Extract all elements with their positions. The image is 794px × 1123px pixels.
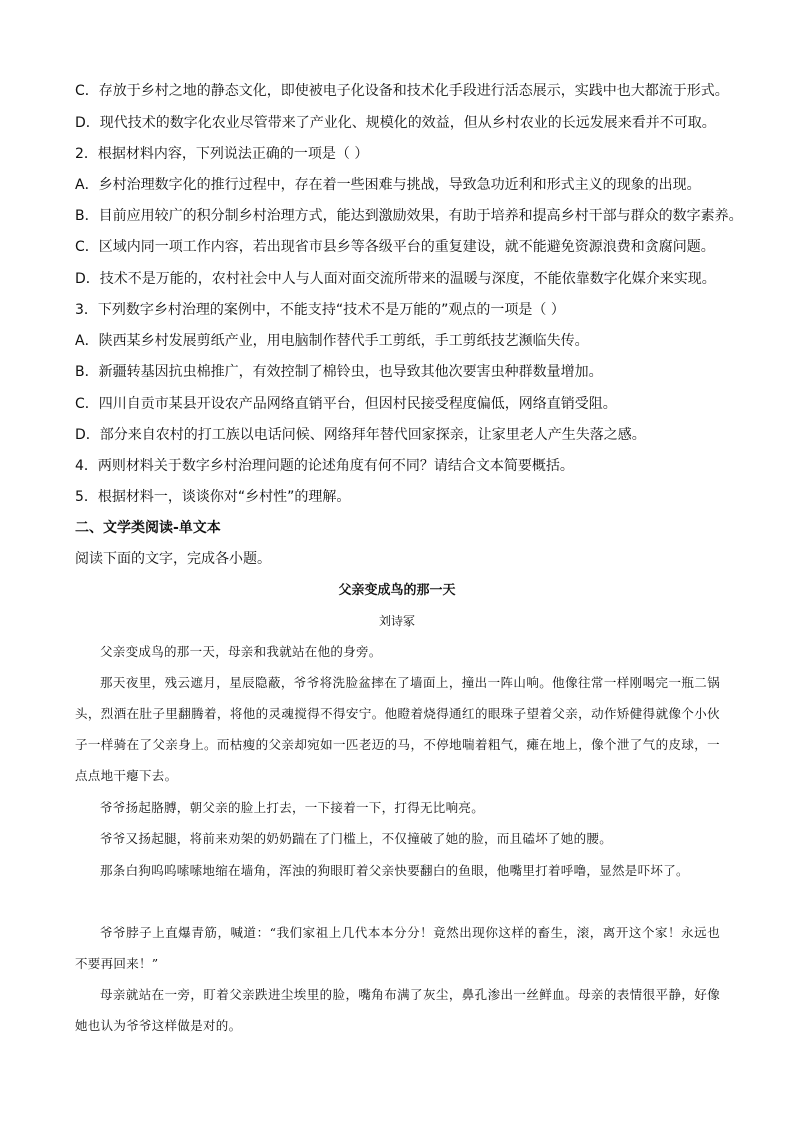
story-title: 父亲变成鸟的那一天 [338, 583, 456, 598]
q1-option-d: D．现代技术的数字化农业尽管带来了产业化、规模化的效益，但从乡村农业的长远发展来看并不可取。 [75, 115, 716, 131]
q2-option-d: D．技术不是万能的，农村社会中人与人面对面交流所带来的温暖与深度，不能依靠数字化媒介来实现。 [75, 271, 716, 287]
story-paragraph: 那天夜里，残云遮月，星辰隐蔽，爷爷将洗脸盆摔在了墙面上，撞出一阵山响。他像往常一样刚喝完一瓶二锅头，烈酒在肚子里翻腾着，将他的灵魂搅得不得安宁。他瞪着烧得通红的眼珠子望着父亲，动作矫健得就像个小伙子一样骑在了父亲身上。而枯瘦的父亲却宛如一匹老迈的马，不停地喘着粗气，瘫在地上，像个泄了气的皮球，一点点地干瘪下去。 [75, 675, 720, 783]
q2-option-c: C．区域内同一项工作内容，若出现省市县乡等各级平台的重复建设，就不能避免资源浪费和贪腐问题。 [75, 239, 715, 255]
story-paragraph: 爷爷脖子上直爆青筋，喊道：“我们家祖上几代本本分分！竟然出现你这样的畜生，滚，离开这个家！永远也不要再回来！” [75, 925, 720, 971]
q1-option-c: C．存放于乡村之地的静态文化，即使被电子化设备和技术化手段进行活态展示，实践中也大都流于形式。 [75, 83, 729, 99]
q3-option-d: D．部分来自农村的打工族以电话问候、网络拜年替代回家探亲，让家里老人产生失落之感。 [75, 427, 646, 443]
q2-stem: 2．根据材料内容，下列说法正确的一项是（ ） [75, 146, 369, 162]
q5-stem: 5．根据材料一，谈谈你对“乡村性”的理解。 [75, 489, 351, 505]
q3-option-c: C．四川自贡市某县开设农产品网络直销平台，但因村民接受程度偏低，网络直销受阻。 [75, 396, 617, 412]
q3-stem: 3．下列数字乡村治理的案例中，不能支持“技术不是万能的”观点的一项是（ ） [75, 302, 565, 318]
q3-option-a: A．陕西某乡村发展剪纸产业，用电脑制作替代手工剪纸，手工剪纸技艺濒临失传。 [75, 333, 589, 349]
story-paragraph: 爷爷扬起胳膊，朝父亲的脸上打去，一下接着一下，打得无比响亮。 [100, 800, 485, 815]
story-paragraph: 那条白狗呜呜嗦嗦地缩在墙角，浑浊的狗眼盯着父亲快要翻白的鱼眼，他嘴里打着呼噜，显然是吓坏了。 [100, 863, 689, 878]
story-paragraph: 母亲就站在一旁，盯着父亲跌进尘埃里的脸，嘴角布满了灰尘，鼻孔渗出一丝鲜血。母亲的表情很平静，好像她也认为爷爷这样做是对的。 [75, 987, 720, 1033]
story-author: 刘诗冢 [378, 614, 415, 628]
q2-option-b: B．目前应用较广的积分制乡村治理方式，能达到激励效果，有助于培养和提高乡村干部与群众的数字素养。 [75, 208, 743, 224]
q2-option-a: A．乡村治理数字化的推行过程中，存在着一些困难与挑战，导致急功近利和形式主义的现象的出现。 [75, 177, 701, 193]
section-heading: 二、文学类阅读-单文本 [75, 520, 221, 536]
q4-stem: 4．两则材料关于数字乡村治理问题的论述角度有何不同？请结合文本简要概括。 [75, 458, 574, 474]
story-paragraph: 父亲变成鸟的那一天，母亲和我就站在他的身旁。 [100, 644, 382, 659]
section-instruction: 阅读下面的文字，完成各小题。 [75, 551, 271, 567]
story-paragraph: 爷爷又扬起腿，将前来劝架的奶奶踹在了门槛上，不仅撞破了她的脸，而且磕坏了她的腰。 [100, 831, 613, 846]
q3-option-b: B．新疆转基因抗虫棉推广，有效控制了棉铃虫，也导致其他次要害虫种群数量增加。 [75, 364, 603, 380]
